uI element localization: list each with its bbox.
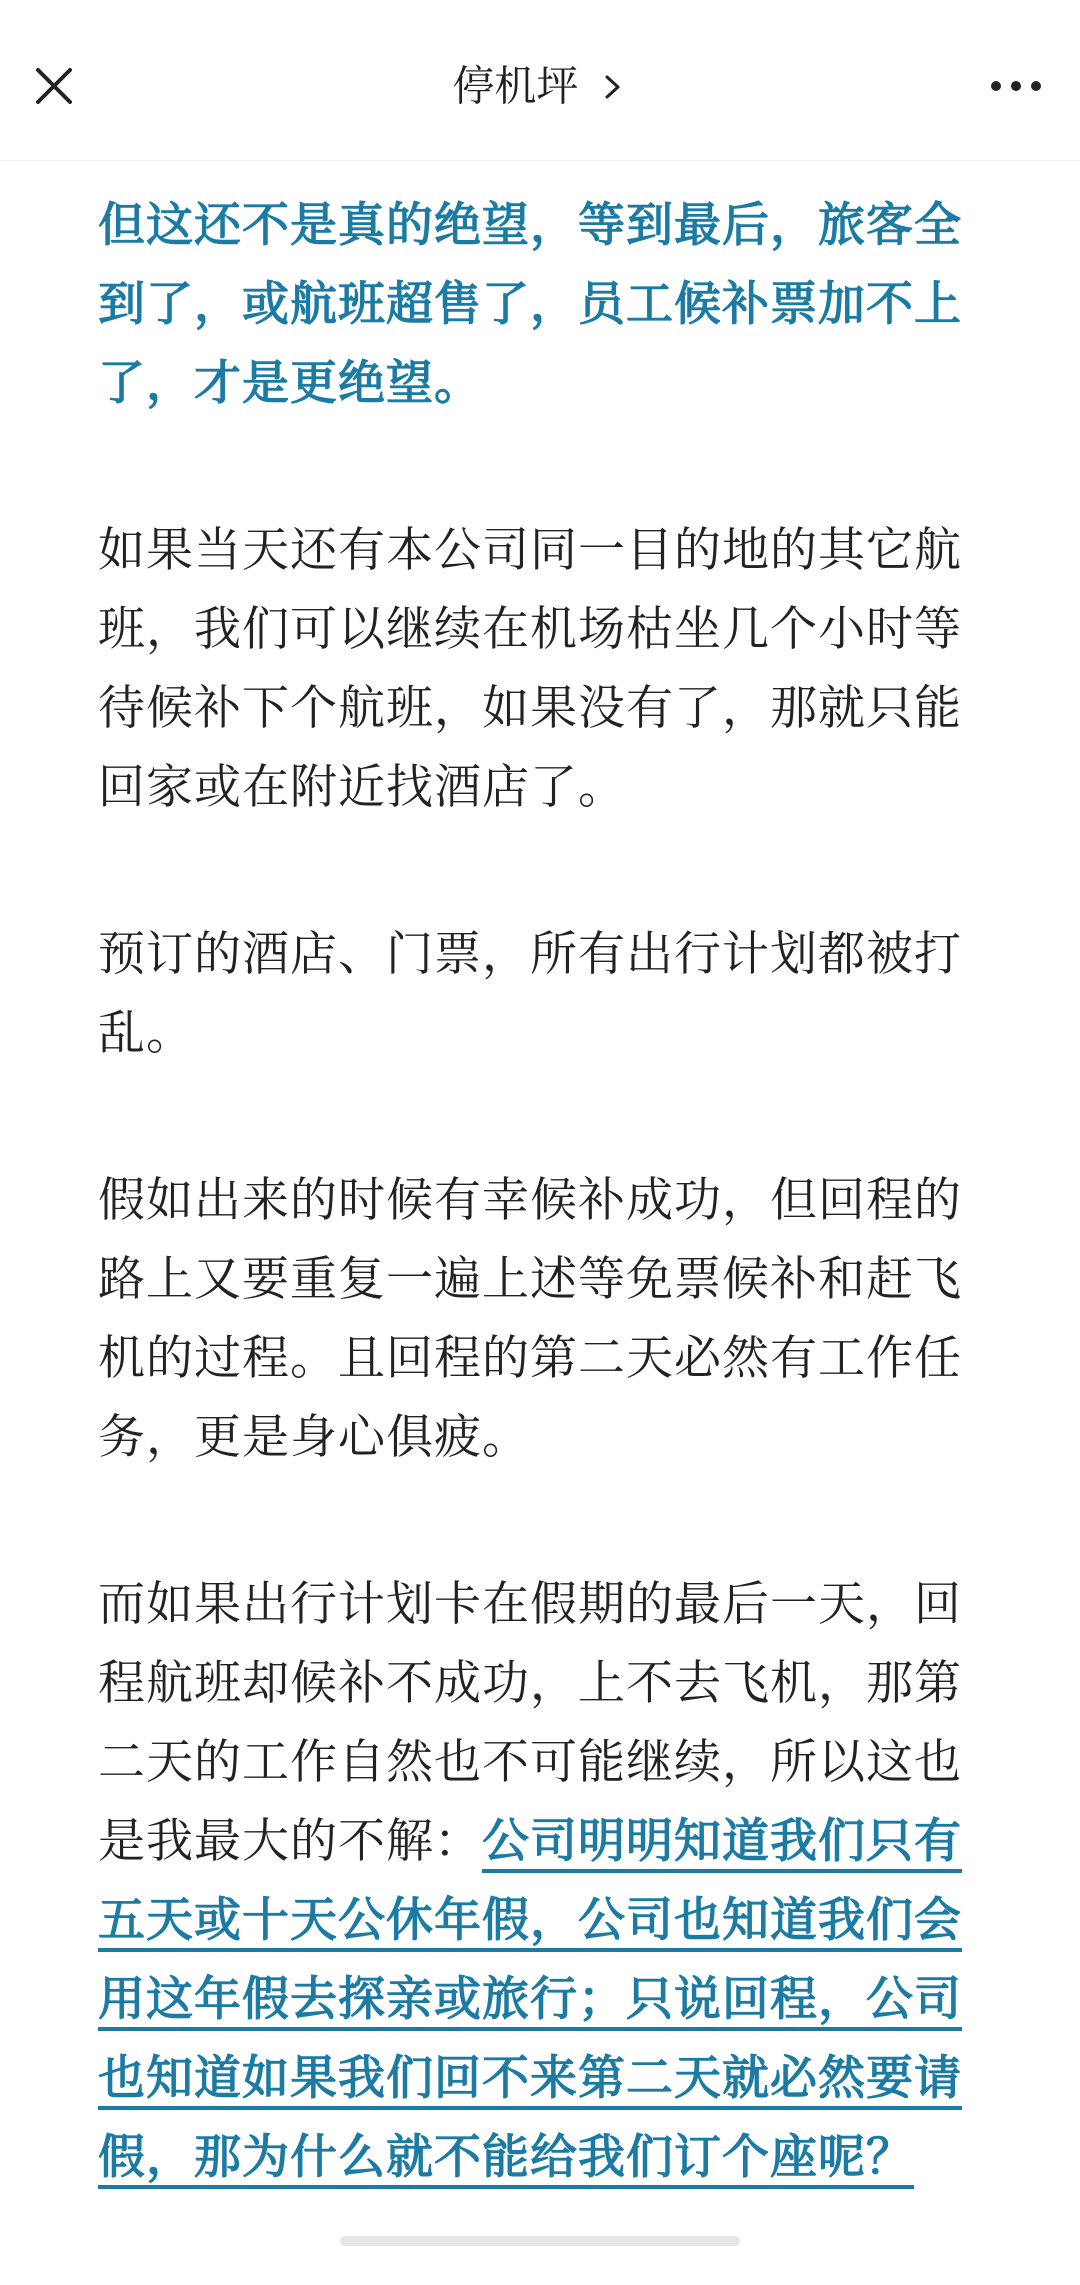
- paragraph-text: 而如果出行计划卡在假期的最后一天，回程航班却候补不成功，上不去飞机，那第二天的工作自然也不可能继续，所以这也是我最大的不解：: [98, 1577, 962, 1869]
- page-title: 停机坪: [452, 61, 579, 111]
- highlighted-underlined-text: 公司明明知道我们只有五天或十天公休年假，公司也知道我们会用这年假去探亲或旅行；只说回程，公司也知道如果我们回不来第二天就必然要请假，那为什么就不能给我们订个座呢？: [98, 1814, 962, 2185]
- article-paragraph: 预订的酒店、门票，所有出行计划都被打乱。: [98, 927, 962, 1061]
- top-navigation-bar: [0, 0, 1080, 161]
- article-paragraph-highlight: 但这还不是真的绝望，等到最后，旅客全到了，或航班超售了，员工候补票加不上了，才是更绝望。: [98, 198, 962, 411]
- article-paragraph: 假如出来的时候有幸候补成功，但回程的路上又要重复一遍上述等免票候补和赶飞机的过程。且回程的第二天必然有工作任务，更是身心俱疲。: [98, 1173, 962, 1465]
- more-options-button[interactable]: [980, 56, 1052, 116]
- more-horizontal-icon: [980, 56, 1052, 116]
- chevron-right-icon: [598, 72, 628, 102]
- page-title-link[interactable]: [0, 52, 1080, 116]
- article-paragraph-mixed: [98, 1565, 994, 2197]
- home-indicator[interactable]: [340, 2236, 740, 2246]
- article-body: [98, 186, 994, 2285]
- article-paragraph: 如果当天还有本公司同一目的地的其它航班，我们可以继续在机场枯坐几个小时等待候补下个航班，如果没有了，那就只能回家或在附近找酒店了。: [98, 523, 962, 815]
